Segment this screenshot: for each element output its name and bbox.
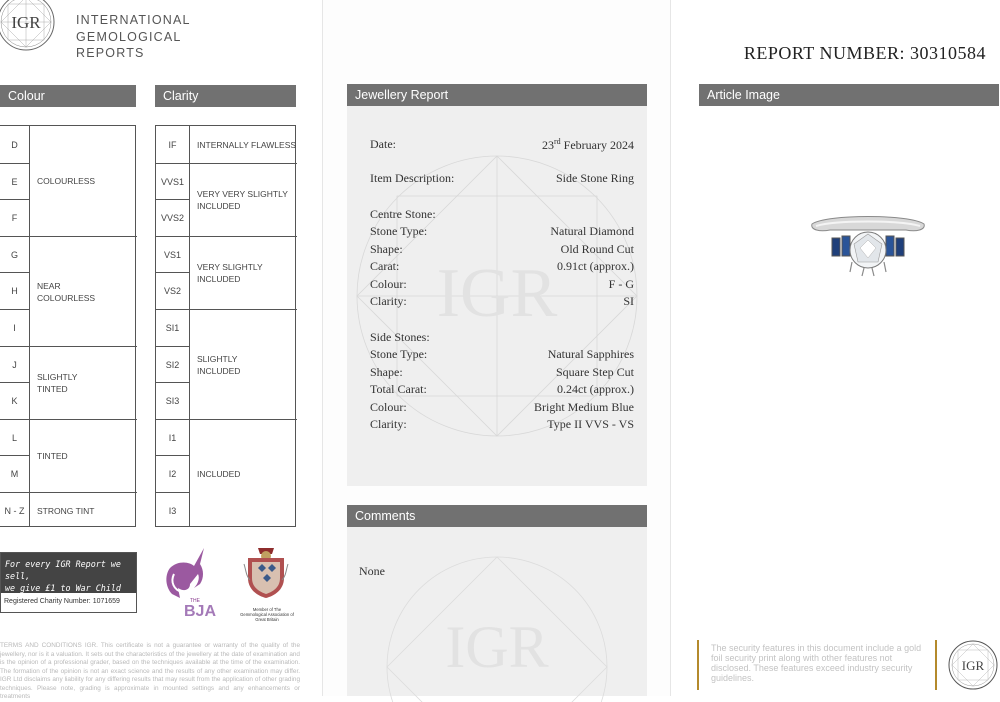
igr-seal-icon (947, 639, 999, 691)
clarity-grade: SI3 (156, 382, 189, 419)
side-stones-heading: Side Stones: (370, 330, 430, 344)
colour-grade: H (0, 272, 29, 309)
colour-grade: I (0, 309, 29, 346)
clarity-grade: I2 (156, 455, 189, 492)
svg-text:IGR: IGR (445, 614, 549, 680)
clarity-grade: I3 (156, 492, 189, 528)
report-number: REPORT NUMBER: 30310584 (743, 43, 986, 63)
comments-watermark-icon (347, 527, 647, 696)
security-notice: The security features in this document include a gold foil security print along with other features not disclosed. These features exceed industry security guidelines. (711, 643, 922, 683)
clarity-section-header: Clarity (155, 85, 296, 107)
clarity-band: VERY VERY SLIGHTLY INCLUDED (189, 163, 297, 236)
clarity-band: INCLUDED (189, 419, 297, 528)
charity-line: For every IGR Report we sell, (5, 559, 121, 581)
colour-grade: M (0, 455, 29, 492)
clarity-grade-table (155, 125, 296, 527)
colour-band: STRONG TINT (29, 492, 137, 528)
article-image-header: Article Image (699, 84, 999, 106)
centre-stone-row: Shape: Old Round Cut (370, 241, 634, 256)
security-gold-line (697, 640, 699, 690)
svg-text:BJA: BJA (184, 603, 217, 620)
side-stone-row: Shape: Square Step Cut (370, 364, 634, 379)
gem-member-caption: Member of The Gemmological Association of Great Britain (240, 607, 294, 622)
comments-box (347, 527, 647, 696)
colour-grade-table (0, 125, 136, 527)
clarity-grade: IF (168, 139, 177, 150)
security-gold-line (935, 640, 937, 690)
grading-panel (0, 0, 322, 700)
brand-name: INTERNATIONAL GEMOLOGICAL REPORTS (76, 13, 191, 60)
svg-text:THE: THE (190, 598, 200, 604)
colour-grade: N - Z (0, 492, 29, 528)
centre-stone-row: Stone Type: Natural Diamond (370, 224, 634, 238)
igr-logo-icon (0, 0, 66, 52)
colour-grade: G (0, 236, 29, 272)
clarity-grade: I1 (156, 419, 189, 455)
article-panel (670, 0, 1000, 696)
svg-text:IGR: IGR (961, 658, 985, 673)
clarity-band: SLIGHTLY INCLUDED (189, 309, 297, 419)
colour-section-header: Colour (0, 85, 136, 107)
colour-band: TINTED (29, 419, 137, 492)
comments-header: Comments (347, 505, 647, 527)
gemmological-crest-icon (242, 544, 290, 600)
colour-grade: J (0, 346, 29, 382)
side-stone-row: Total Carat: 0.24ct (approx.) (370, 382, 634, 396)
colour-grade: F (0, 199, 29, 236)
side-stone-row: Stone Type: Natural Sapphires (370, 347, 634, 361)
colour-band: NEAR COLOURLESS (29, 236, 137, 346)
charity-box (0, 552, 137, 613)
centre-stone-heading: Centre Stone: (370, 207, 436, 221)
bja-unicorn-logo-icon (160, 544, 226, 620)
item-description-row: Item Description: Side Stone Ring (370, 171, 634, 185)
clarity-grade: VVS1 (156, 163, 189, 199)
terms-and-conditions: TERMS AND CONDITIONS IGR. This certificate is not a guarantee or warranty of the quality of the jewellery, nor is it a valuation. It sets out the characteristics of the jewellery at the date of examination and is the opinion of a professional grader, based on the techniques available at the time of the examination. The formation of the opinion is not an exact science and the results of any other examination may differ. IGR Ltd disclaims any liability for any differing results that may result from the application of other grading techniques. Please note, grading is approximate in mounted settings and any enhancements or treatments (0, 642, 300, 700)
colour-band: SLIGHTLY TINTED (29, 346, 137, 419)
clarity-grade: SI2 (156, 346, 189, 382)
svg-text:IGR: IGR (436, 255, 558, 332)
colour-grade: E (0, 163, 29, 199)
side-stone-row: Colour: Bright Medium Blue (370, 399, 634, 414)
clarity-grade: SI1 (156, 309, 189, 346)
colour-grade: L (0, 419, 29, 455)
clarity-grade: VVS2 (156, 199, 189, 236)
clarity-band: INTERNALLY FLAWLESS (197, 139, 297, 150)
clarity-grade: VS2 (156, 272, 189, 309)
report-panel (322, 0, 670, 696)
jewellery-report-header: Jewellery Report (347, 84, 647, 106)
centre-stone-row: Carat: 0.91ct (approx.) (370, 259, 634, 273)
date-row: Date: 23rd February 2024 (370, 137, 634, 152)
clarity-grade: VS1 (156, 236, 189, 272)
centre-stone-row: Clarity: SI (370, 294, 634, 308)
colour-band: COLOURLESS (37, 176, 96, 186)
side-stone-row: Clarity: Type II VVS - VS (370, 417, 634, 431)
colour-grade: K (0, 382, 29, 419)
charity-line: we give £1 to War Child (5, 583, 121, 593)
comments-value: None (359, 564, 385, 578)
centre-stone-row: Colour: F - G (370, 276, 634, 291)
clarity-band: VERY SLIGHTLY INCLUDED (189, 236, 297, 309)
svg-text:IGR: IGR (11, 13, 41, 32)
colour-grade: D (11, 139, 18, 150)
charity-registered: Registered Charity Number: 1071659 (4, 598, 120, 605)
ring-image-icon (806, 210, 930, 282)
date-value: 23rd February 2024 (542, 137, 634, 152)
